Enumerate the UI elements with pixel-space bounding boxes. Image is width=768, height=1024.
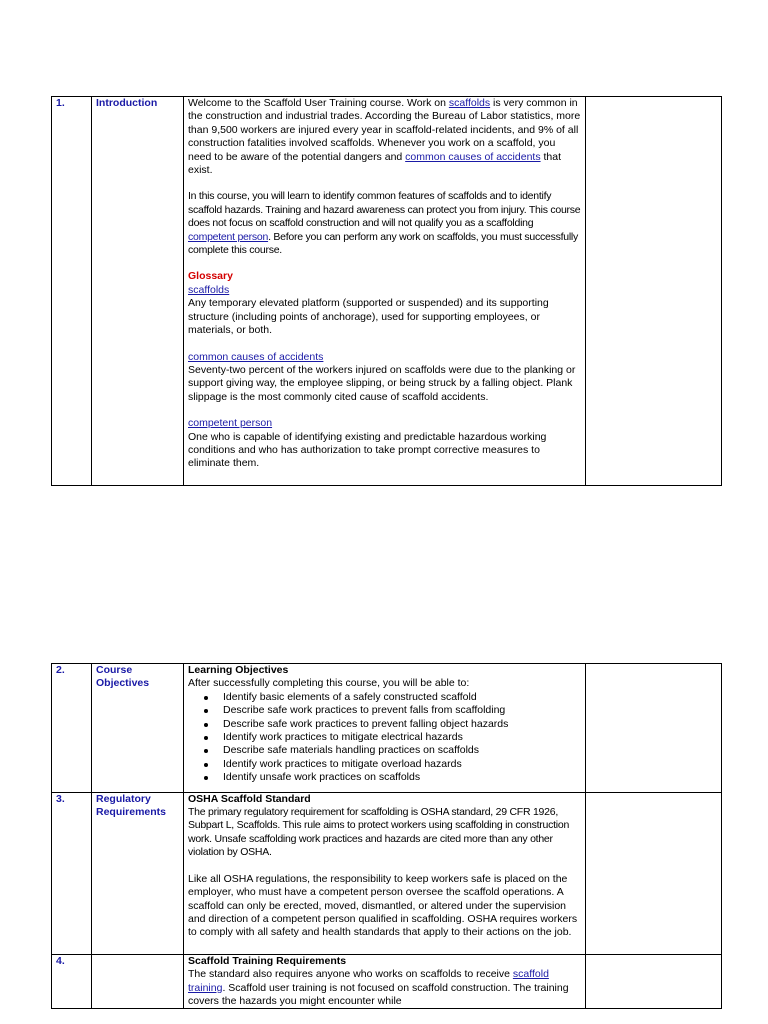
section-title: Introduction (92, 97, 184, 486)
section-paragraph (188, 968, 581, 1008)
section-text: . Scaffold user training is not focused on scaffold construction. The training covers the hazards you might encounter while (188, 981, 569, 1007)
table-row (52, 97, 722, 486)
section-content (184, 664, 586, 793)
course-paragraph (188, 190, 581, 257)
glossary-definition: Seventy-two percent of the workers injured on scaffolds were due to the planking or support giving way, the employee slipping, or being struck by a falling object. Plank slippage is the most commonly cited cause of scaffold accidents. (188, 363, 576, 403)
list-item: Identify unsafe work practices on scaffolds (223, 771, 581, 784)
section-paragraph: Like all OSHA regulations, the responsibility to keep workers safe is placed on the employer, who must have a competent person oversee the scaffold operations. A scaffold can only be erected, moved, dismantled, or altered under the supervision and direction of a competent person qualified in scaffolding. OSHA requires workers to comply with all safety and health standards that apply to their actions on the job. (188, 872, 578, 939)
objectives-list (188, 691, 581, 785)
section-heading: Learning Objectives (188, 664, 289, 676)
intro-text: that exist. (188, 150, 562, 177)
glossary-definition: Any temporary elevated platform (supported or suspended) and its supporting structure (including points of anchorage), used for supporting employees, or materials, or both. (188, 297, 549, 337)
section-number: 1. (52, 97, 92, 486)
list-item: Describe safe work practices to prevent falling object hazards (223, 718, 581, 731)
course-text: . Before you can perform any work on scaffolds, you must successfully complete this course. (188, 230, 579, 257)
glossary-term[interactable]: competent person (188, 417, 273, 430)
scaffold-training-link[interactable]: scaffold training (188, 968, 549, 994)
glossary-definition: One who is capable of identifying existing and predictable hazardous working conditions and who has authorization to take prompt corrective measures to eliminate them. (188, 430, 547, 470)
section-content (184, 97, 586, 486)
intro-paragraph (188, 97, 581, 177)
glossary-term[interactable]: common causes of accidents (188, 350, 324, 363)
section-number: 2. (52, 664, 92, 793)
section-text: The standard also requires anyone who works on scaffolds to receive (188, 968, 513, 981)
notes-cell (586, 97, 722, 486)
list-item: Identify work practices to mitigate electrical hazards (223, 731, 581, 744)
section-heading: OSHA Scaffold Standard (188, 792, 311, 805)
section-title (92, 954, 184, 1009)
course-text: In this course, you will learn to identify common features of scaffolds and to identify scaffold hazards. Training and hazard awareness can protect you from injury. This course does not focus on scaffold construction and will not qualify you as a scaffolding (188, 190, 581, 230)
table-row (52, 664, 722, 793)
table-row (52, 954, 722, 1009)
notes-cell (586, 792, 722, 954)
section-content (184, 792, 586, 954)
section-table-2 (51, 663, 722, 1009)
list-item: Describe safe work practices to prevent falls from scaffolding (223, 704, 581, 717)
list-item: Describe safe materials handling practices on scaffolds (223, 744, 581, 757)
notes-cell (586, 664, 722, 793)
notes-cell (586, 954, 722, 1009)
common-causes-link[interactable]: common causes of accidents (405, 150, 541, 163)
objectives-lead: After successfully completing this course, you will be able to: (188, 677, 470, 690)
table-row (52, 792, 722, 954)
section-title: Course Objectives (92, 664, 184, 793)
section-table-1 (51, 96, 722, 486)
section-content (184, 954, 586, 1009)
glossary-term[interactable]: scaffolds (188, 283, 230, 296)
intro-text: Welcome to the Scaffold User Training course. Work on (188, 97, 449, 109)
section-heading: Scaffold Training Requirements (188, 954, 347, 967)
section-title: Regulatory Requirements (92, 792, 184, 954)
section-number: 3. (52, 792, 92, 954)
competent-person-link[interactable]: competent person (188, 230, 269, 243)
glossary-heading: Glossary (188, 270, 233, 283)
list-item: Identify basic elements of a safely constructed scaffold (223, 691, 581, 704)
intro-text: is very common in the construction and industrial trades. According the Bureau of Labor statistics, more than 9,500 workers are injured every year in scaffold-related incidents, and 9% of all construction fatalities involved scaffolds. Whenever you work on a scaffold, you need to be aware of the potential dangers and (188, 97, 581, 163)
scaffolds-link[interactable]: scaffolds (448, 97, 491, 109)
list-item: Identify work practices to mitigate overload hazards (223, 758, 581, 771)
section-paragraph: The primary regulatory requirement for scaffolding is OSHA standard, 29 CFR 1926, Subpart L, Scaffolds. This rule aims to protect workers using scaffolding in construction work. Unsafe scaffolding work practices and hazards are cited more than any other violation by OSHA. (188, 806, 570, 859)
section-number: 4. (52, 954, 92, 1009)
